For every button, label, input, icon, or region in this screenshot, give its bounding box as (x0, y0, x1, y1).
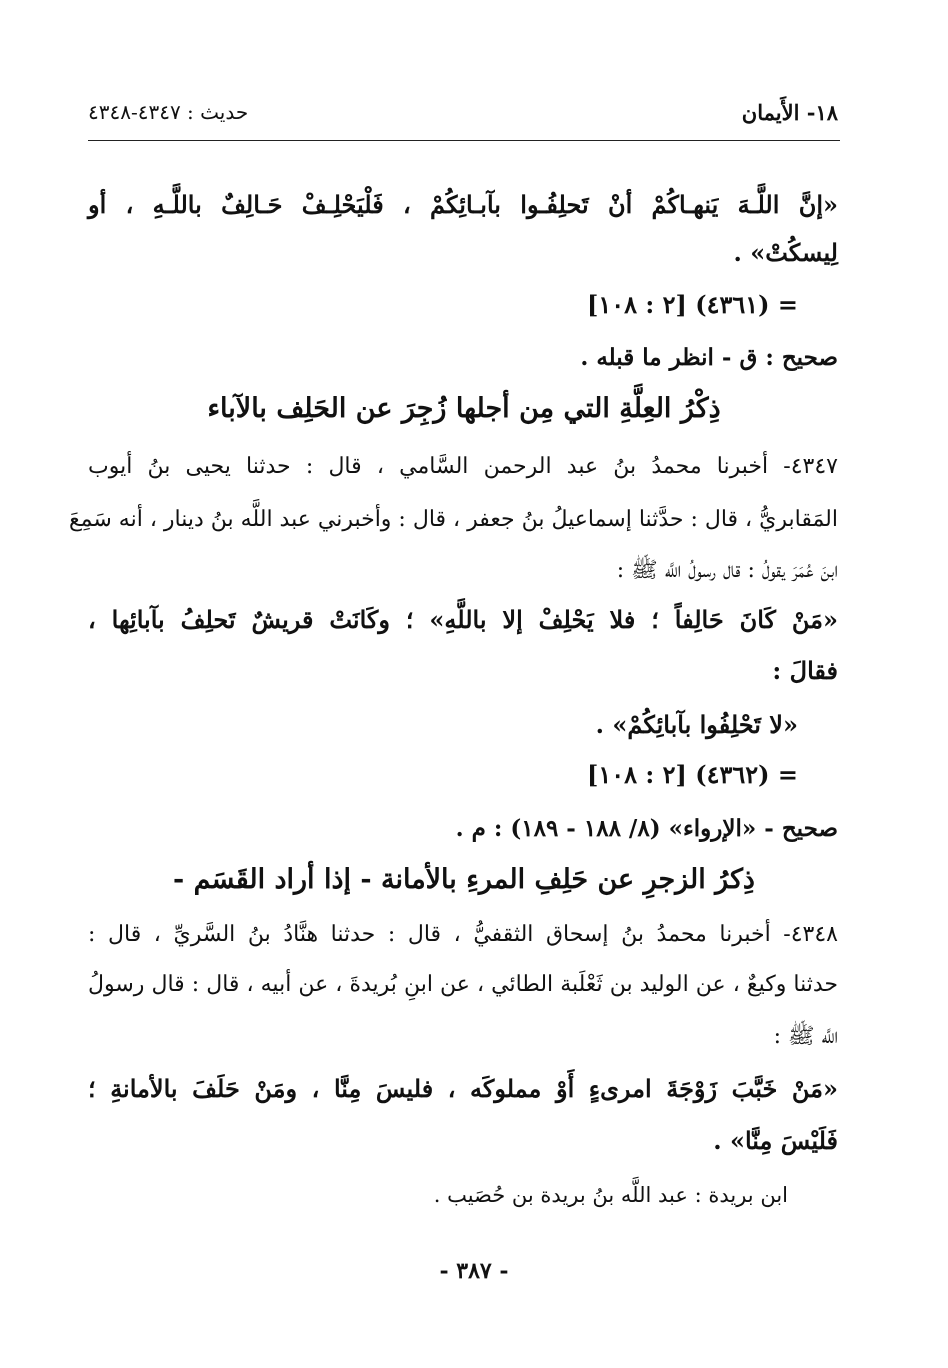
text-line: لِيسكُتْ» . (733, 238, 838, 267)
text-line: «إنَّ اللَّـهَ يَنهـاكُمْ أنْ تَحلِفُـوا بآبـائِكُمْ ، فَلْيَحْلِـفْ حَـالِفٌ باللَّـهِ ، أو (88, 190, 838, 219)
text-line: فَلَيْسَ مِنَّا» . (713, 1126, 838, 1155)
grading-note: صحيح - «الإرواء» (٨/ ١٨٨ - ١٨٩) : م . (455, 815, 838, 842)
text-line: «لا تَحْلِفُوا بآبائِكُمْ» . (595, 710, 798, 739)
text-line: ٤٣٤٨- أخبرنا محمدُ بنُ إسحاق الثقفيُّ ، قال : حدثنا هنَّادُ بنُ السَّريِّ ، قال : (88, 922, 838, 947)
chapter-header: ١٨- الأَيمان (741, 100, 838, 125)
text-line: المَقابريُّ ، قال : حدَّثنا إسماعيلُ بنُ جعفر ، قال : وأخبرني عبد اللَّه بنُ دينار ، أنه سَمِعَ (68, 507, 838, 532)
text-line: فقالَ : (772, 656, 838, 685)
text-line: «مَنْ كَانَ حَالِفاً ؛ فلا يَحْلِفْ إلا باللَّهِ» ؛ وكَانَتْ قريشٌ تَحلِفُ بآبائِها ، (88, 605, 838, 634)
grading-note: صحيح : ق - انظر ما قبله . (580, 344, 838, 371)
section-title: ذِكْرُ العِلَّةِ التي مِن أجلها زُجِرَ عن الحَلِف بالآباء (207, 393, 721, 424)
cross-reference: = (٤٣٦٢) [٢ : ١٠٨] (587, 760, 798, 789)
section-title: ذِكرُ الزجرِ عن حَلِفِ المرءِ بالأمانة - إذا أراد القَسَم - (173, 864, 755, 895)
text-line: ٤٣٤٧- أخبرنا محمدُ بنُ عبد الرحمن السَّامي ، قال : حدثنا يحيى بنُ أيوب (88, 454, 838, 479)
text-line: اللَّه ﷺ : (773, 1024, 838, 1049)
text-line: ابنَ عُمَرَ يقولُ : قال رسولُ اللَّه ﷺ : (616, 558, 838, 583)
footnote: ابن بريدة : عبد اللَّه بنُ بريدة بن حُصَيب . (433, 1183, 788, 1207)
header-rule (88, 140, 840, 141)
cross-reference: = (٤٣٦١) [٢ : ١٠٨] (587, 290, 798, 319)
hadith-range-header: حديث : ٤٣٤٧-٤٣٤٨ (88, 100, 249, 124)
text-line: حدثنا وكيعٌ ، عن الوليد بن ثَعْلَبة الطائي ، عن ابنِ بُريدةَ ، عن أبيه ، قال : قال رسولُ (88, 972, 838, 997)
page-number: - ٣٨٧ - (439, 1258, 509, 1284)
text-line: «مَنْ خَبَّبَ زَوْجَةَ امرىءٍ أَوْ مملوكَه ، فليسَ مِنَّا ، ومَنْ حَلَفَ بالأمانةِ ؛ (88, 1074, 838, 1103)
